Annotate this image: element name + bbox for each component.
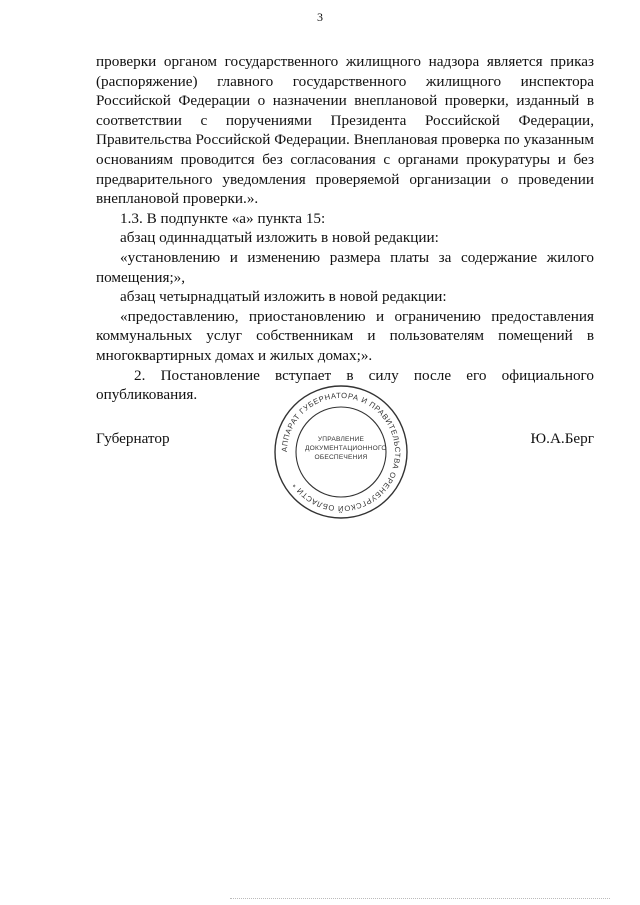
signer-name: Ю.А.Берг bbox=[530, 430, 594, 447]
document-body bbox=[96, 52, 594, 405]
seal-ring-text-path: АППАРАТ ГУБЕРНАТОРА И ПРАВИТЕЛЬСТВА ОРЕНБУРГСКОЙ ОБЛАСТИ * bbox=[279, 390, 403, 514]
paragraph-entry-into-force: 2. Постановление вступает в силу после его официального опубликования. bbox=[96, 366, 594, 404]
paragraph-fourteenth-item: абзац четырнадцатый изложить в новой редакции: bbox=[120, 288, 447, 306]
seal-center-text bbox=[305, 435, 387, 462]
paragraph-subclause-1-3: 1.3. В подпункте «а» пункта 15: bbox=[120, 209, 326, 227]
paragraph-eleventh-item: абзац одиннадцатый изложить в новой редакции: bbox=[120, 229, 439, 247]
paragraph-utilities-amendment: «предоставлению, приостановлению и ограничению предоставления коммунальных услуг собственникам и пользователям помещений в многоквартирных домах и жилых домах;». bbox=[96, 307, 594, 364]
scan-footer-line bbox=[230, 898, 610, 901]
signer-title: Губернатор bbox=[96, 430, 170, 447]
paragraph-inspection-order: проверки органом государственного жилищного надзора является приказ (распоряжение) главного государственного жилищного инспектора Российской Федерации о назначении внеплановой проверки, изданный в соответствии с поручениями Президента Российской Федерации, Правительства Российской Федерации. Внеплановая проверка по указанным основаниям проводится без согласования с органами прокуратуры и без предварительного уведомления проверяемой организации о проведении внеплановой проверки.». bbox=[96, 53, 594, 208]
seal-center-line: ОБЕСПЕЧЕНИЯ bbox=[314, 454, 368, 461]
seal-center-line: УПРАВЛЕНИЕ bbox=[317, 436, 365, 443]
page-number: 3 bbox=[317, 10, 323, 24]
seal-center-line: ДОКУМЕНТАЦИОННОГО bbox=[305, 445, 387, 452]
paragraph-payment-amendment: «установлению и изменению размера платы за содержание жилого помещения;», bbox=[96, 248, 594, 286]
